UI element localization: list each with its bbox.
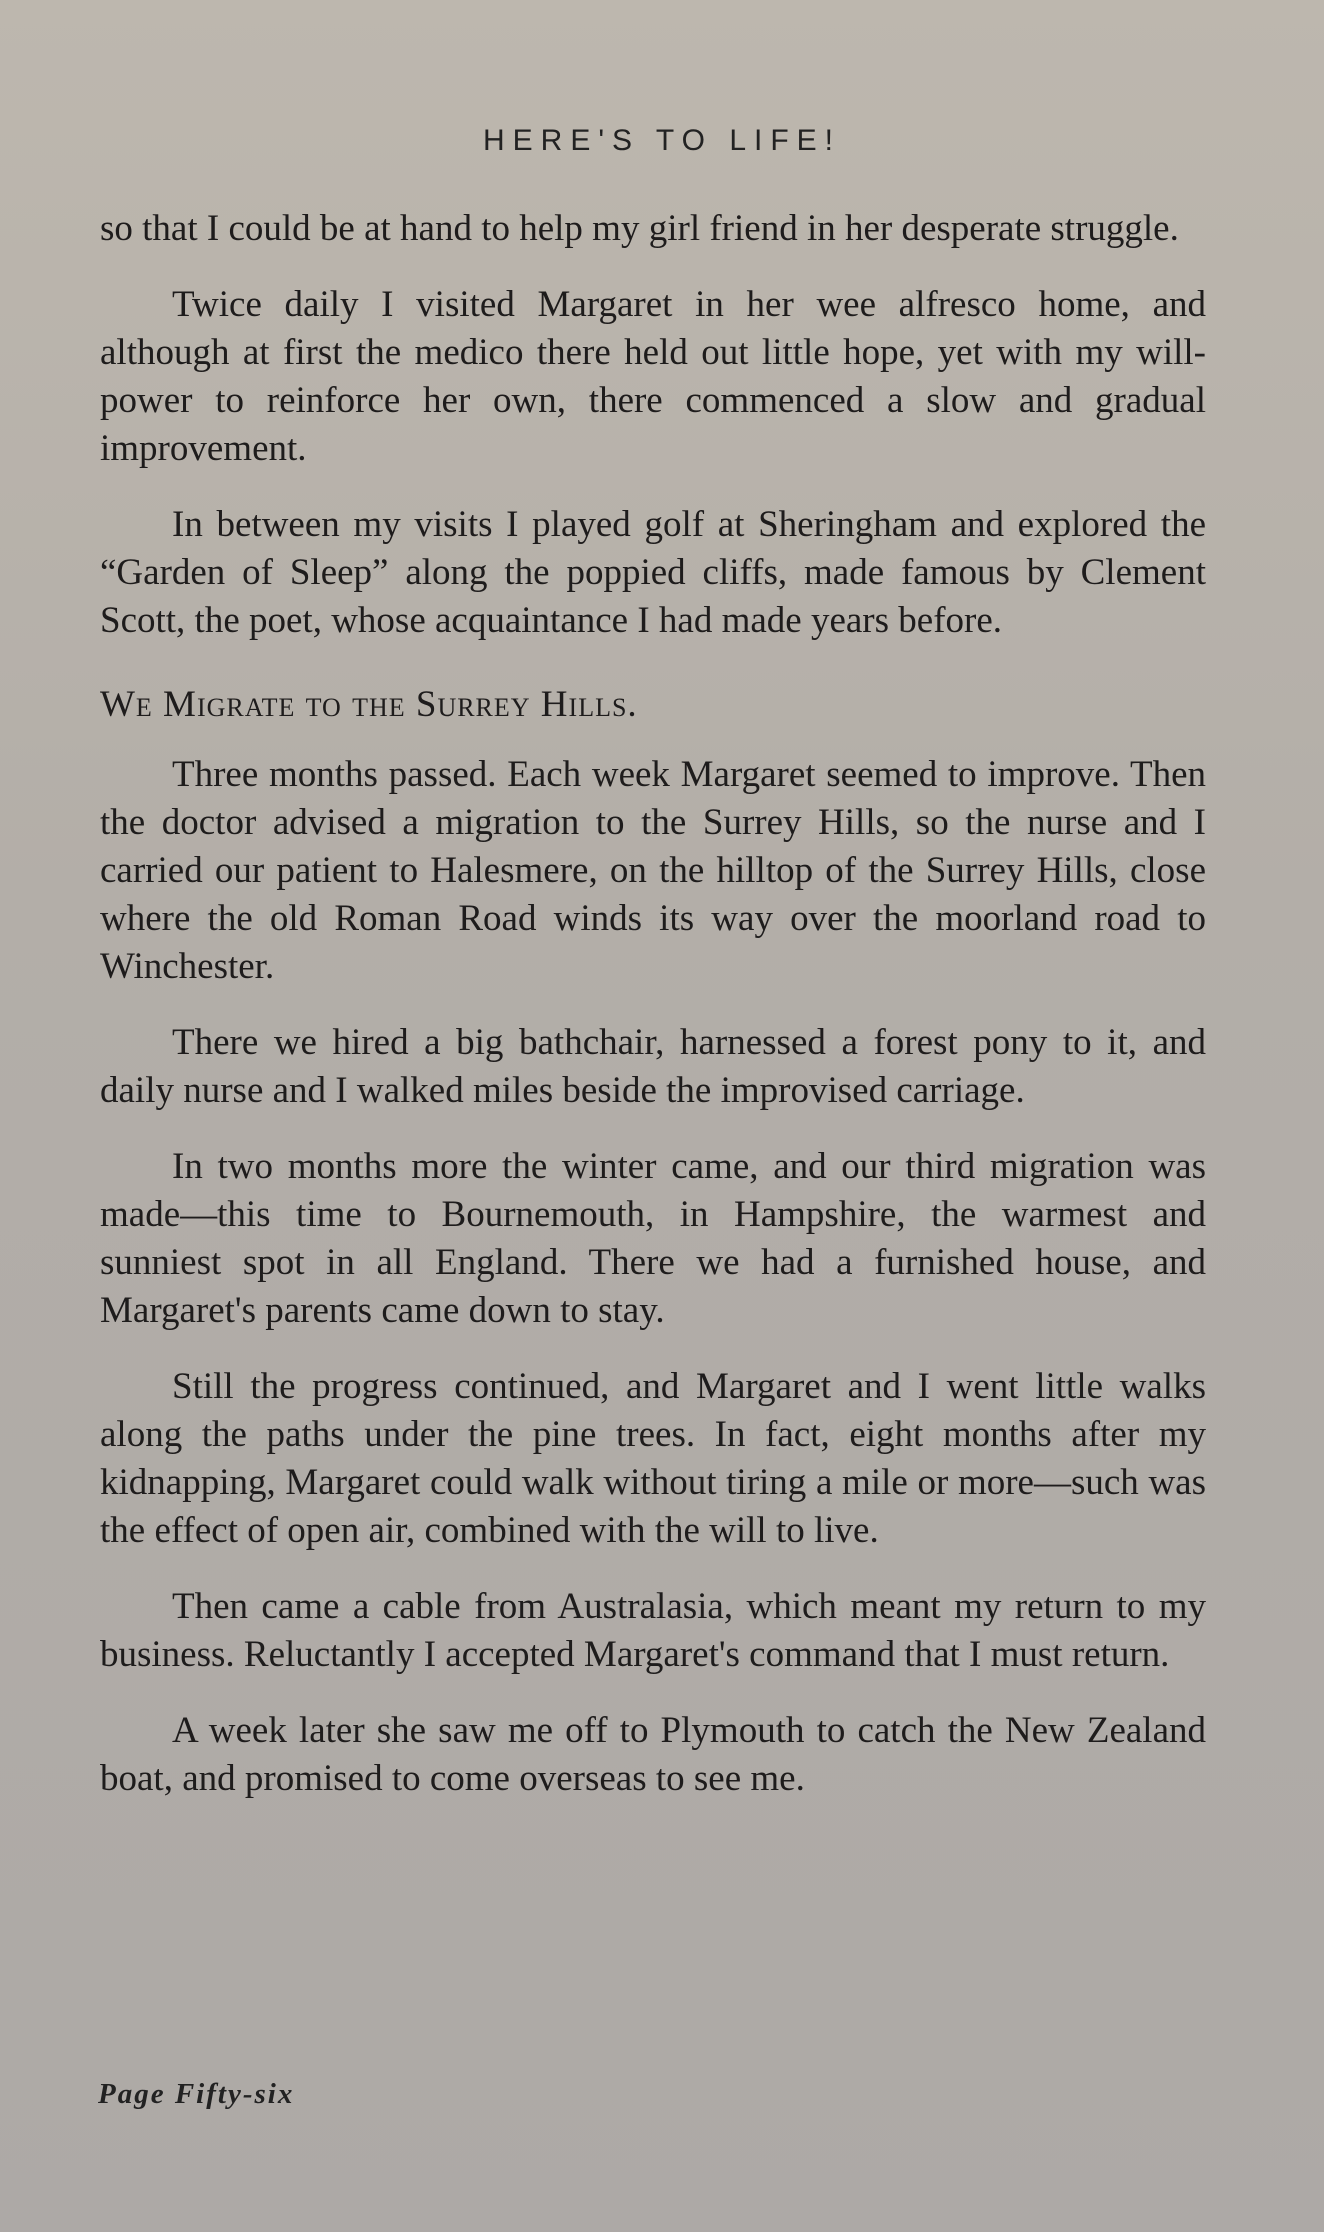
body-text (100, 205, 1206, 1831)
section-heading: We Migrate to the Surrey Hills. (100, 684, 638, 725)
paragraph: Three months passed. Each week Margaret seemed to improve. Then the doctor advised a migration to the Surrey Hills, so the nurse and I carried our patient to Halesmere, on the hilltop of the Surrey Hills, close where the old Roman Road winds its way over the moorland road to Winchester. (100, 754, 1206, 987)
paragraph: In two months more the winter came, and our third migration was made—this time to Bournemouth, in Hampshire, the warmest and sunniest spot in all England. There we had a furnished house, and Margaret's parents came down to stay. (100, 1146, 1206, 1331)
paragraph: A week later she saw me off to Plymouth to catch the New Zealand boat, and promised to come overseas to see me. (100, 1710, 1206, 1799)
paragraph: There we hired a big bathchair, harnessed a forest pony to it, and daily nurse and I walked miles beside the improvised carriage. (100, 1022, 1206, 1111)
paragraph: so that I could be at hand to help my girl friend in her desperate struggle. (100, 208, 1179, 249)
page-number: Page Fifty-six (98, 2078, 295, 2110)
paragraph: Twice daily I visited Margaret in her wee alfresco home, and although at first the medico there held out little hope, yet with my will-power to reinforce her own, there commenced a slow and gradual improvement. (100, 284, 1206, 469)
running-head: HERE'S TO LIFE! (482, 124, 842, 157)
paragraph: Still the progress continued, and Margaret and I went little walks along the paths under the pine trees. In fact, eight months after my kidnapping, Margaret could walk without tiring a mile or more—such was the effect of open air, combined with the will to live. (100, 1366, 1206, 1551)
paragraph: In between my visits I played golf at Sheringham and explored the “Garden of Sleep” along the poppied cliffs, made famous by Clement Scott, the poet, whose acquaintance I had made years before. (100, 504, 1206, 641)
paragraph: Then came a cable from Australasia, which meant my return to my business. Reluctantly I accepted Margaret's command that I must return. (100, 1586, 1206, 1675)
